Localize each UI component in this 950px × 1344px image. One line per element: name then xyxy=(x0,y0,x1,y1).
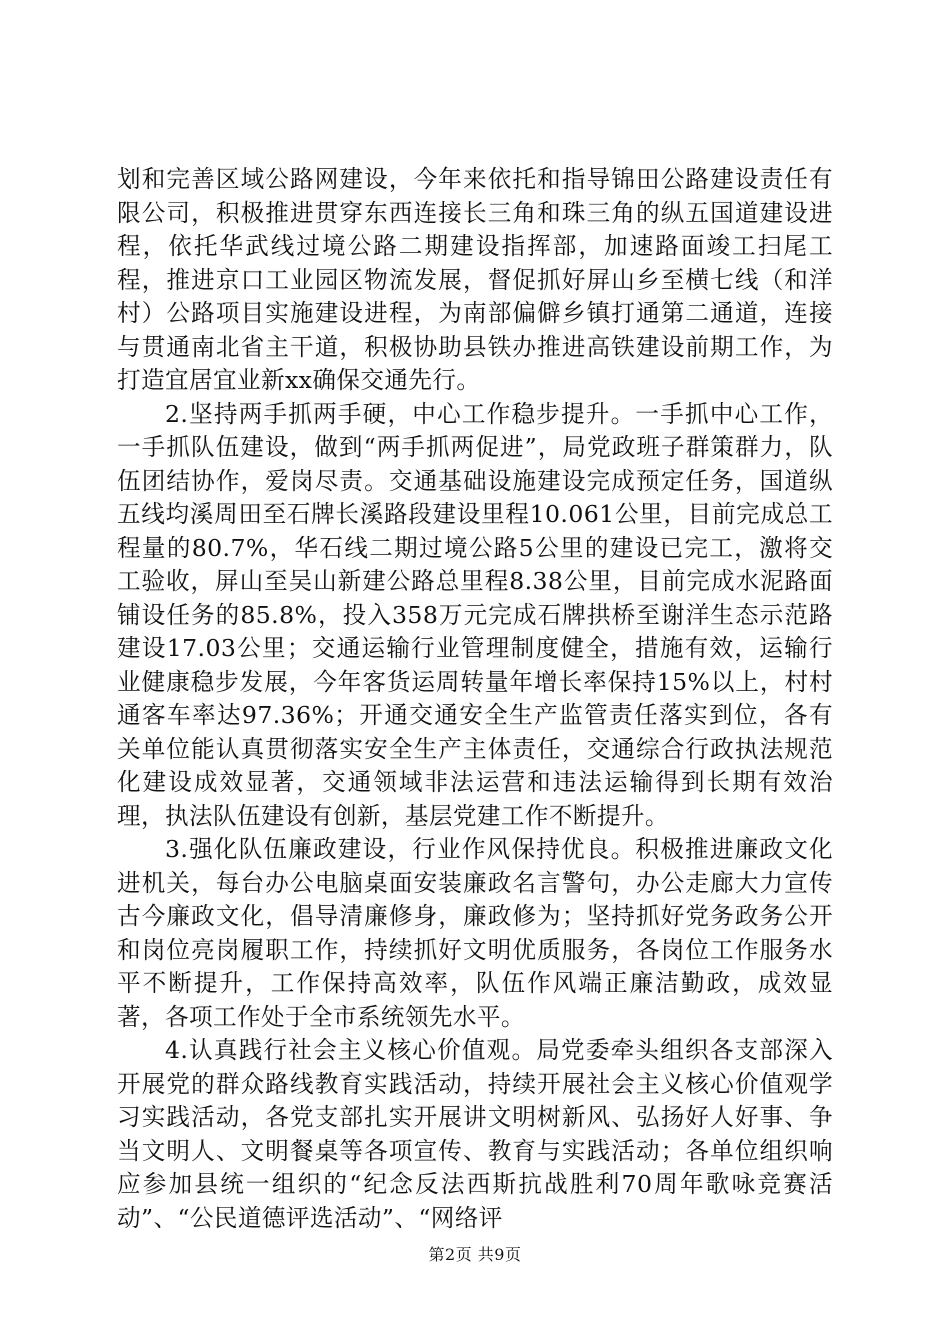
paragraph-continuation: 划和完善区域公路网建设，今年来依托和指导锦田公路建设责任有限公司，积极推进贯穿东西连接长三角和珠三角的纵五国道建设进程，依托华武线过境公路二期建设指挥部，加速路面竣工扫尾工程，推进京口工业园区物流发展，督促抓好屏山乡至横七线（和洋村）公路项目实施建设进程，为南部偏僻乡镇打通第二通道，连接与贯通南北省主干道，积极协助县铁办推进高铁建设前期工作，为打造宜居宜业新xx确保交通先行。 xyxy=(117,165,833,394)
page-number-footer: 第2页 共9页 xyxy=(428,1245,522,1264)
paragraph-item-2: 2.坚持两手抓两手硬，中心工作稳步提升。一手抓中心工作，一手抓队伍建设，做到“两手抓两促进”，局党政班子群策群力，队伍团结协作，爱岗尽责。交通基础设施建设完成预定任务，国道纵五线均溪周田至石牌长溪路段建设里程10.061公里，目前完成总工程量的80.7%，华石线二期过境公路5公里的建设已完工，激将交工验收，屏山至吴山新建公路总里程8.38公里，目前完成水泥路面铺设任务的85.8%，投入358万元完成石牌拱桥至谢洋生态示范路建设17.03公里；交通运输行业管理制度健全，措施有效，运输行业健康稳步发展，今年客货运周转量年增长率保持15%以上，村村通客车率达97.36%；开通交通安全生产监管责任落实到位，各有关单位能认真贯彻落实安全生产主体责任，交通综合行政执法规范化建设成效显著，交通领域非法运营和违法运输得到长期有效治理，执法队伍建设有创新，基层党建工作不断提升。 xyxy=(117,399,833,830)
paragraph-item-3: 3.强化队伍廉政建设，行业作风保持优良。积极推进廉政文化进机关，每台办公电脑桌面安装廉政名言警句，办公走廊大力宣传古今廉政文化，倡导清廉修身，廉政修为；坚持抓好党务政务公开和岗位亮岗履职工作，持续抓好文明优质服务，各岗位工作服务水平不断提升，工作保持高效率，队伍作风端正廉洁勤政，成效显著，各项工作处于全市系统领先水平。 xyxy=(117,835,833,1031)
document-body xyxy=(117,163,833,1235)
paragraph-item-4: 4.认真践行社会主义核心价值观。局党委牵头组织各支部深入开展党的群众路线教育实践活动，持续开展社会主义核心价值观学习实践活动，各党支部扎实开展讲文明树新风、弘扬好人好事、争当文明人、文明餐桌等各项宣传、教育与实践活动；各单位组织响应参加县统一组织的“纪念反法西斯抗战胜利70周年歌咏竞赛活动”、“公民道德评选活动”、“网络评 xyxy=(117,1036,833,1232)
